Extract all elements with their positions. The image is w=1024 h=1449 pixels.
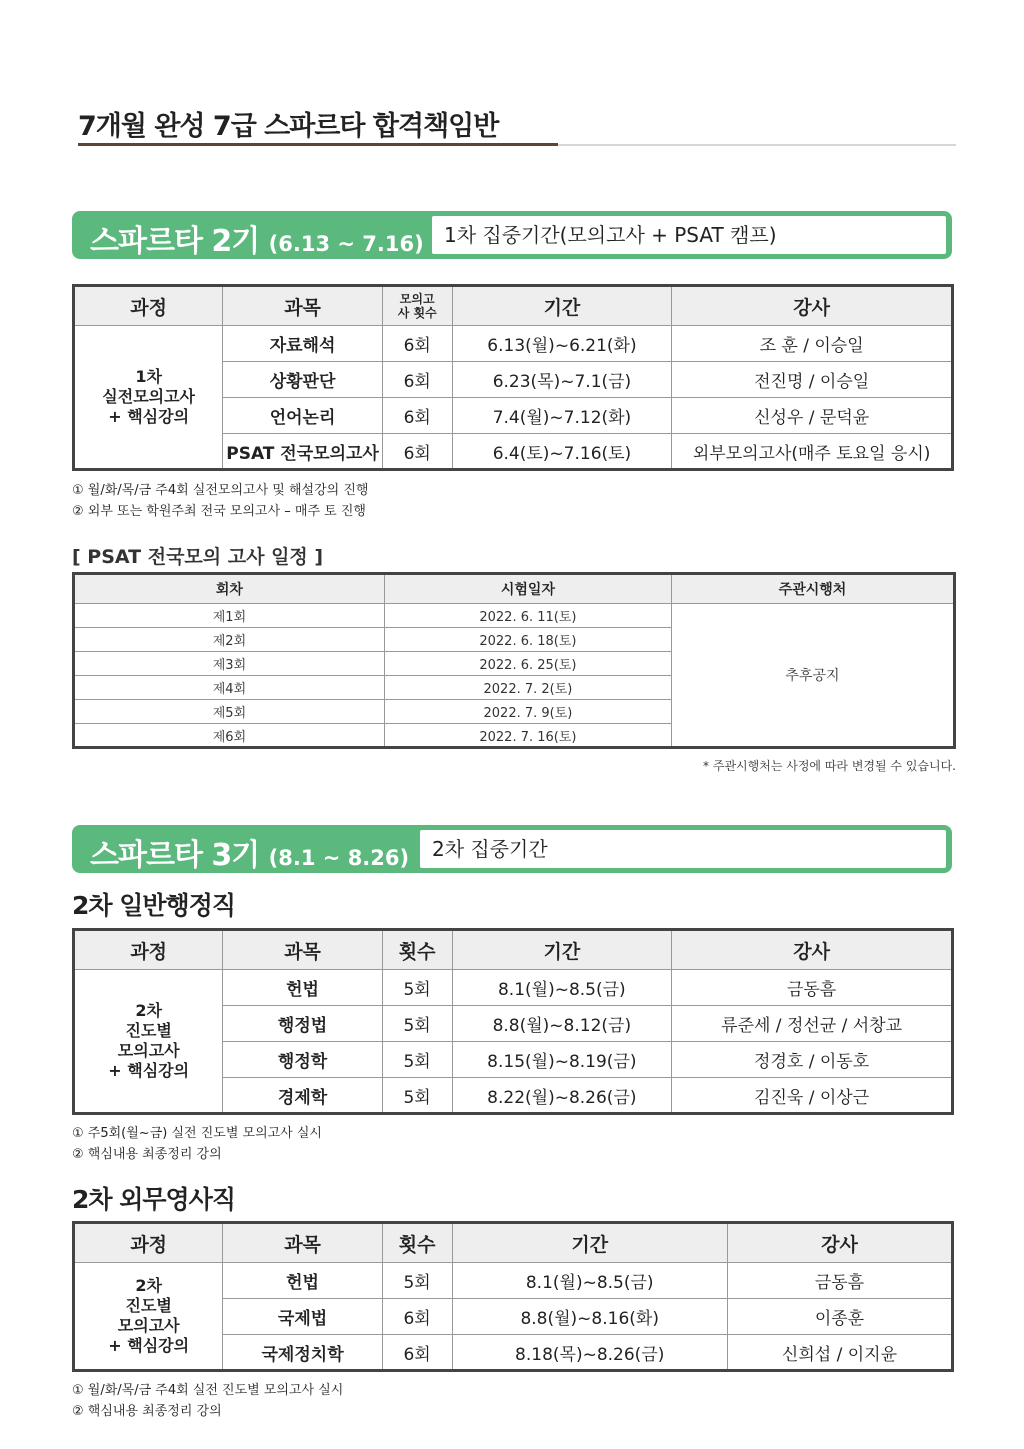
period-cell: 8.1(월)~8.5(금) (452, 1263, 727, 1299)
general-admin-heading: 2차 일반행정직 (72, 891, 235, 920)
instructor-cell: 신성우 / 문덕윤 (672, 398, 953, 434)
subject-cell: 국제정치학 (223, 1335, 382, 1371)
general-admin-notes (72, 1123, 322, 1165)
instructor-cell: 금동흠 (672, 970, 953, 1006)
header-instructor: 강사 (672, 286, 953, 326)
date-cell: 2022. 6. 25(토) (384, 652, 671, 676)
course-line: 진도별 (125, 1021, 172, 1040)
page-title: 7개월 완성 7급 스파르타 합격책임반 (78, 111, 499, 142)
sparta-2-schedule-table (72, 284, 954, 471)
psat-footnote: * 주관시행처는 사정에 따라 변경될 수 있습니다. (703, 759, 956, 773)
header-course: 과정 (74, 1223, 223, 1263)
period-cell: 6.23(목)~7.1(금) (452, 362, 672, 398)
course-line: 모의고사 (117, 1041, 180, 1060)
table-header-row (74, 286, 953, 326)
header-period: 기간 (452, 286, 672, 326)
subject-cell: 행정학 (223, 1042, 382, 1078)
course-cell (74, 1263, 223, 1371)
date-cell: 2022. 7. 2(토) (384, 676, 671, 700)
instructor-cell: 류준세 / 정선균 / 서창교 (672, 1006, 953, 1042)
subject-cell: 경제학 (223, 1078, 382, 1114)
course-line: + 핵심강의 (108, 1336, 190, 1355)
section1-notes (72, 480, 368, 522)
subject-cell: 상황판단 (223, 362, 382, 398)
period-cell: 8.8(월)~8.16(화) (452, 1299, 727, 1335)
banner-title: 스파르타 2기 (90, 224, 260, 259)
instructor-cell: 조 훈 / 이승일 (672, 326, 953, 362)
table-row (74, 604, 955, 628)
count-cell: 5회 (382, 970, 452, 1006)
banner-label (90, 216, 424, 260)
instructor-cell: 금동흠 (727, 1263, 952, 1299)
course-line: + 핵심강의 (108, 1061, 190, 1080)
course-line: 1차 (135, 367, 162, 386)
header-subject: 과목 (223, 286, 382, 326)
round-cell: 제3회 (74, 652, 385, 676)
count-cell: 6회 (382, 362, 452, 398)
course-line: 2차 (135, 1276, 162, 1295)
period-cell: 6.13(월)~6.21(화) (452, 326, 672, 362)
count-cell: 5회 (382, 1078, 452, 1114)
note-line: ① 주5회(월~금) 실전 진도별 모의고사 실시 (72, 1126, 322, 1141)
subject-cell: 자료해석 (223, 326, 382, 362)
count-cell: 6회 (382, 1299, 452, 1335)
note-line: ① 월/화/목/금 주4회 실전 진도별 모의고사 실시 (72, 1383, 344, 1398)
header-date: 시험일자 (384, 574, 671, 604)
count-cell: 5회 (382, 1263, 452, 1299)
subject-cell: 국제법 (223, 1299, 382, 1335)
period-cell: 8.15(월)~8.19(금) (452, 1042, 672, 1078)
instructor-cell: 외부모의고사(매주 토요일 응시) (672, 434, 953, 470)
period-cell: 8.8(월)~8.12(금) (452, 1006, 672, 1042)
date-cell: 2022. 7. 16(토) (384, 724, 671, 748)
course-line: 진도별 (125, 1296, 172, 1315)
table-header-row (74, 1223, 953, 1263)
count-cell: 5회 (382, 1006, 452, 1042)
count-cell: 6회 (382, 398, 452, 434)
period-cell: 8.1(월)~8.5(금) (452, 970, 672, 1006)
course-line: 모의고사 (117, 1316, 180, 1335)
banner-description: 2차 집중기간 (420, 830, 946, 868)
note-line: ① 월/화/목/금 주4회 실전모의고사 및 해설강의 진행 (72, 483, 369, 498)
instructor-cell: 이종훈 (727, 1299, 952, 1335)
round-cell: 제4회 (74, 676, 385, 700)
instructor-cell: 김진욱 / 이상근 (672, 1078, 953, 1114)
sparta-3-banner (72, 825, 952, 873)
banner-label (90, 830, 409, 874)
foreign-service-heading: 2차 외무영사직 (72, 1185, 235, 1214)
table-row (74, 326, 953, 362)
note-line: ② 핵심내용 최종정리 강의 (72, 1147, 222, 1162)
instructor-cell: 전진명 / 이승일 (672, 362, 953, 398)
subject-cell: 언어논리 (223, 398, 382, 434)
note-line: ② 외부 또는 학원주최 전국 모의고사 – 매주 토 진행 (72, 504, 366, 519)
date-cell: 2022. 6. 11(토) (384, 604, 671, 628)
table-row (74, 1263, 953, 1299)
course-line: 실전모의고사 (102, 387, 196, 406)
psat-schedule-heading: [ PSAT 전국모의 고사 일정 ] (72, 546, 324, 568)
header-subject: 과목 (223, 1223, 382, 1263)
banner-range: (8.1 ~ 8.26) (268, 846, 410, 870)
subject-cell: 행정법 (223, 1006, 382, 1042)
header-instructor: 강사 (672, 930, 953, 970)
round-cell: 제1회 (74, 604, 385, 628)
sparta-2-banner (72, 211, 952, 259)
count-cell: 6회 (382, 326, 452, 362)
subject-cell: 헌법 (223, 1263, 382, 1299)
date-cell: 2022. 6. 18(토) (384, 628, 671, 652)
count-cell: 6회 (382, 1335, 452, 1371)
host-cell: 추후공지 (671, 604, 954, 748)
course-cell (74, 970, 223, 1114)
period-cell: 8.18(목)~8.26(금) (452, 1335, 727, 1371)
header-host: 주관시행처 (671, 574, 954, 604)
foreign-service-notes (72, 1380, 343, 1422)
note-line: ② 핵심내용 최종정리 강의 (72, 1404, 222, 1419)
header-count-text: 모의고사 횟수 (397, 292, 437, 320)
instructor-cell: 신희섭 / 이지윤 (727, 1335, 952, 1371)
header-subject: 과목 (223, 930, 382, 970)
header-period: 기간 (452, 1223, 727, 1263)
subject-cell: PSAT 전국모의고사 (223, 434, 382, 470)
table-row (74, 970, 953, 1006)
table-header-row (74, 574, 955, 604)
foreign-service-table (72, 1221, 954, 1372)
round-cell: 제5회 (74, 700, 385, 724)
header-count: 횟수 (382, 1223, 452, 1263)
subject-cell: 헌법 (223, 970, 382, 1006)
period-cell: 6.4(토)~7.16(토) (452, 434, 672, 470)
period-cell: 8.22(월)~8.26(금) (452, 1078, 672, 1114)
course-line: 2차 (135, 1001, 162, 1020)
header-period: 기간 (452, 930, 672, 970)
psat-schedule-table (72, 572, 956, 749)
course-line: + 핵심강의 (108, 407, 190, 426)
banner-title: 스파르타 3기 (90, 838, 260, 873)
round-cell: 제2회 (74, 628, 385, 652)
count-cell: 5회 (382, 1042, 452, 1078)
period-cell: 7.4(월)~7.12(화) (452, 398, 672, 434)
banner-description: 1차 집중기간(모의고사 + PSAT 캠프) (432, 216, 946, 254)
course-cell (74, 326, 223, 470)
general-admin-table (72, 928, 954, 1115)
header-round: 회차 (74, 574, 385, 604)
header-course: 과정 (74, 930, 223, 970)
table-header-row (74, 930, 953, 970)
title-underline-accent (78, 143, 558, 146)
round-cell: 제6회 (74, 724, 385, 748)
banner-range: (6.13 ~ 7.16) (268, 232, 424, 256)
header-course: 과정 (74, 286, 223, 326)
instructor-cell: 정경호 / 이동호 (672, 1042, 953, 1078)
count-cell: 6회 (382, 434, 452, 470)
header-count (382, 286, 452, 326)
header-count: 횟수 (382, 930, 452, 970)
header-instructor: 강사 (727, 1223, 952, 1263)
date-cell: 2022. 7. 9(토) (384, 700, 671, 724)
